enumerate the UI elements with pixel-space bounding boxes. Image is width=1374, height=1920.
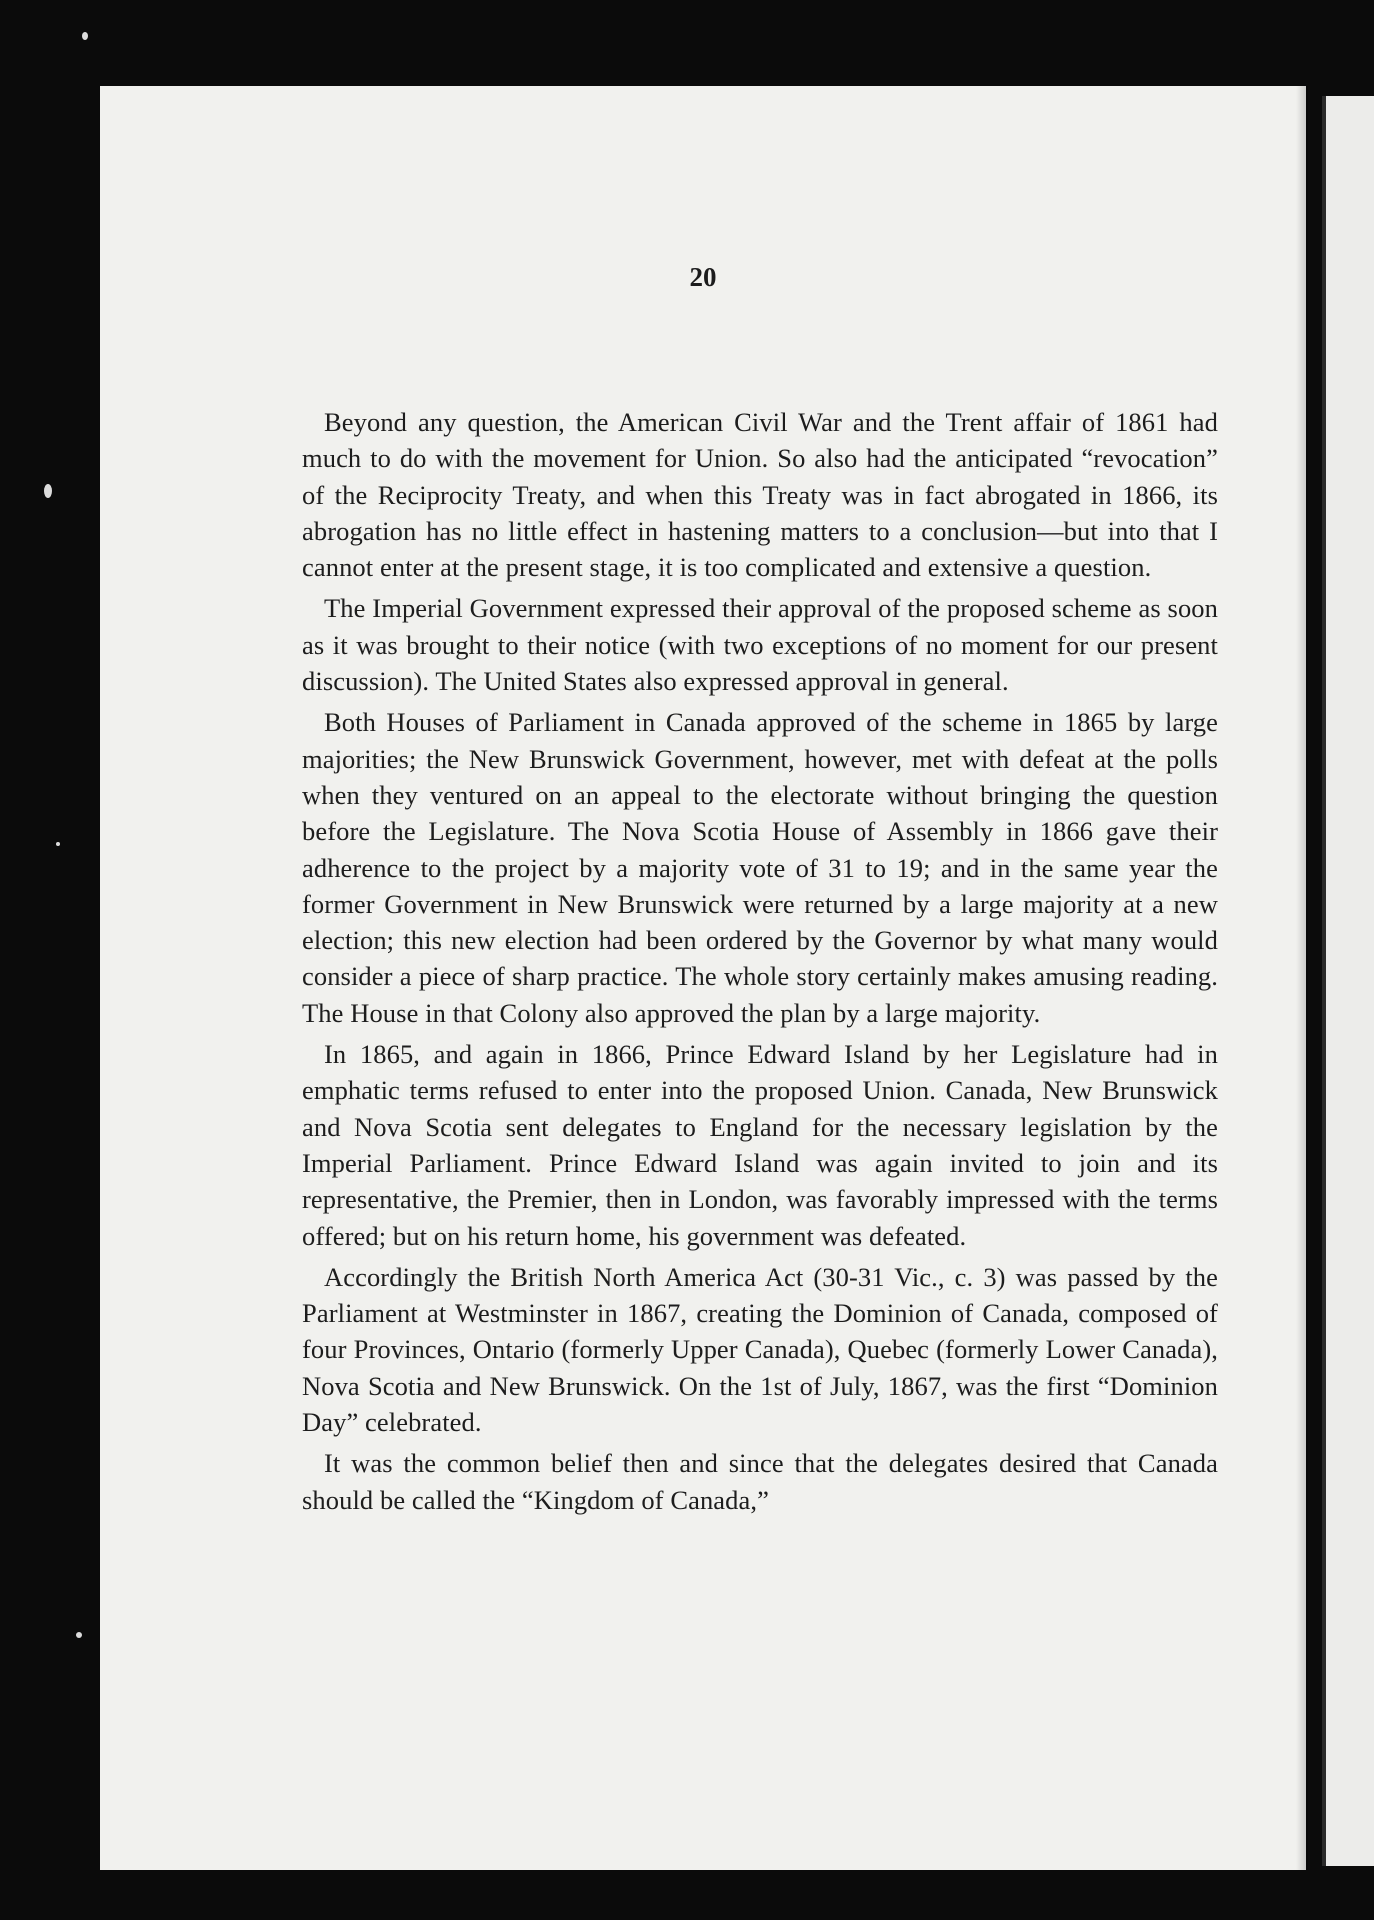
page-shadow — [1296, 86, 1308, 1870]
document-page — [100, 86, 1306, 1870]
paragraph-5: Accordingly the British North America Act (30-31 Vic., c. 3) was passed by the Parliament at Westminster in 1867, creating the Dominion of Canada, composed of four Provinces, Ontario (formerly Upper Canada), Quebec (formerly Lower Canada), Nova Scotia and New Brunswick. On the 1st of July, 1867, was the first “Dominion Day” celebrated. — [302, 1261, 1218, 1438]
facing-page — [1326, 96, 1374, 1866]
paragraph-1: Beyond any question, the American Civil War and the Trent affair of 1861 had much to do with the movement for Union. So also had the anticipated “revocation” of the Reciprocity Treaty, and when this Treaty was in fact abrogated in 1866, its abrogation has no little effect in hastening matters to a conclusion—but into that I cannot enter at the present stage, it is too complicated and extensive a question. — [302, 407, 1218, 583]
body-text — [302, 404, 1218, 1523]
paragraph-4: In 1865, and again in 1866, Prince Edward Island by her Legislature had in emphatic terms refused to enter into the proposed Union. Canada, New Brunswick and Nova Scotia sent delegates to England for the necessary legislation by the Imperial Parliament. Prince Edward Island was again invited to join and its representative, the Premier, then in London, was favorably impressed with the terms offered; but on his return home, his government was defeated. — [302, 1039, 1218, 1251]
dust-speck — [56, 842, 60, 846]
paragraph-2: The Imperial Government expressed their approval of the proposed scheme as soon as it was brought to their notice (with two exceptions of no moment for our present discussion). The United States also expressed approval in general. — [302, 593, 1218, 697]
dust-speck — [76, 1632, 82, 1638]
page-number: 20 — [689, 262, 717, 292]
paragraph-6: It was the common belief then and since that the delegates desired that Canada should be called the “Kingdom of Canada,” — [302, 1448, 1218, 1515]
dust-speck — [82, 32, 88, 40]
paragraph-3: Both Houses of Parliament in Canada approved of the scheme in 1865 by large majorities; the New Brunswick Government, however, met with defeat at the polls when they ventured on an appeal to the electorate without bringing the question before the Legislature. The Nova Scotia House of Assembly in 1866 gave their adherence to the project by a majority vote of 31 to 19; and in the same year the former Government in New Brunswick were returned by a large majority at a new election; this new election had been ordered by the Governor by what many would consider a piece of sharp practice. The whole story certainly makes amusing reading. The House in that Colony also approved the plan by a large majority. — [302, 707, 1218, 1028]
dust-speck — [44, 484, 52, 498]
